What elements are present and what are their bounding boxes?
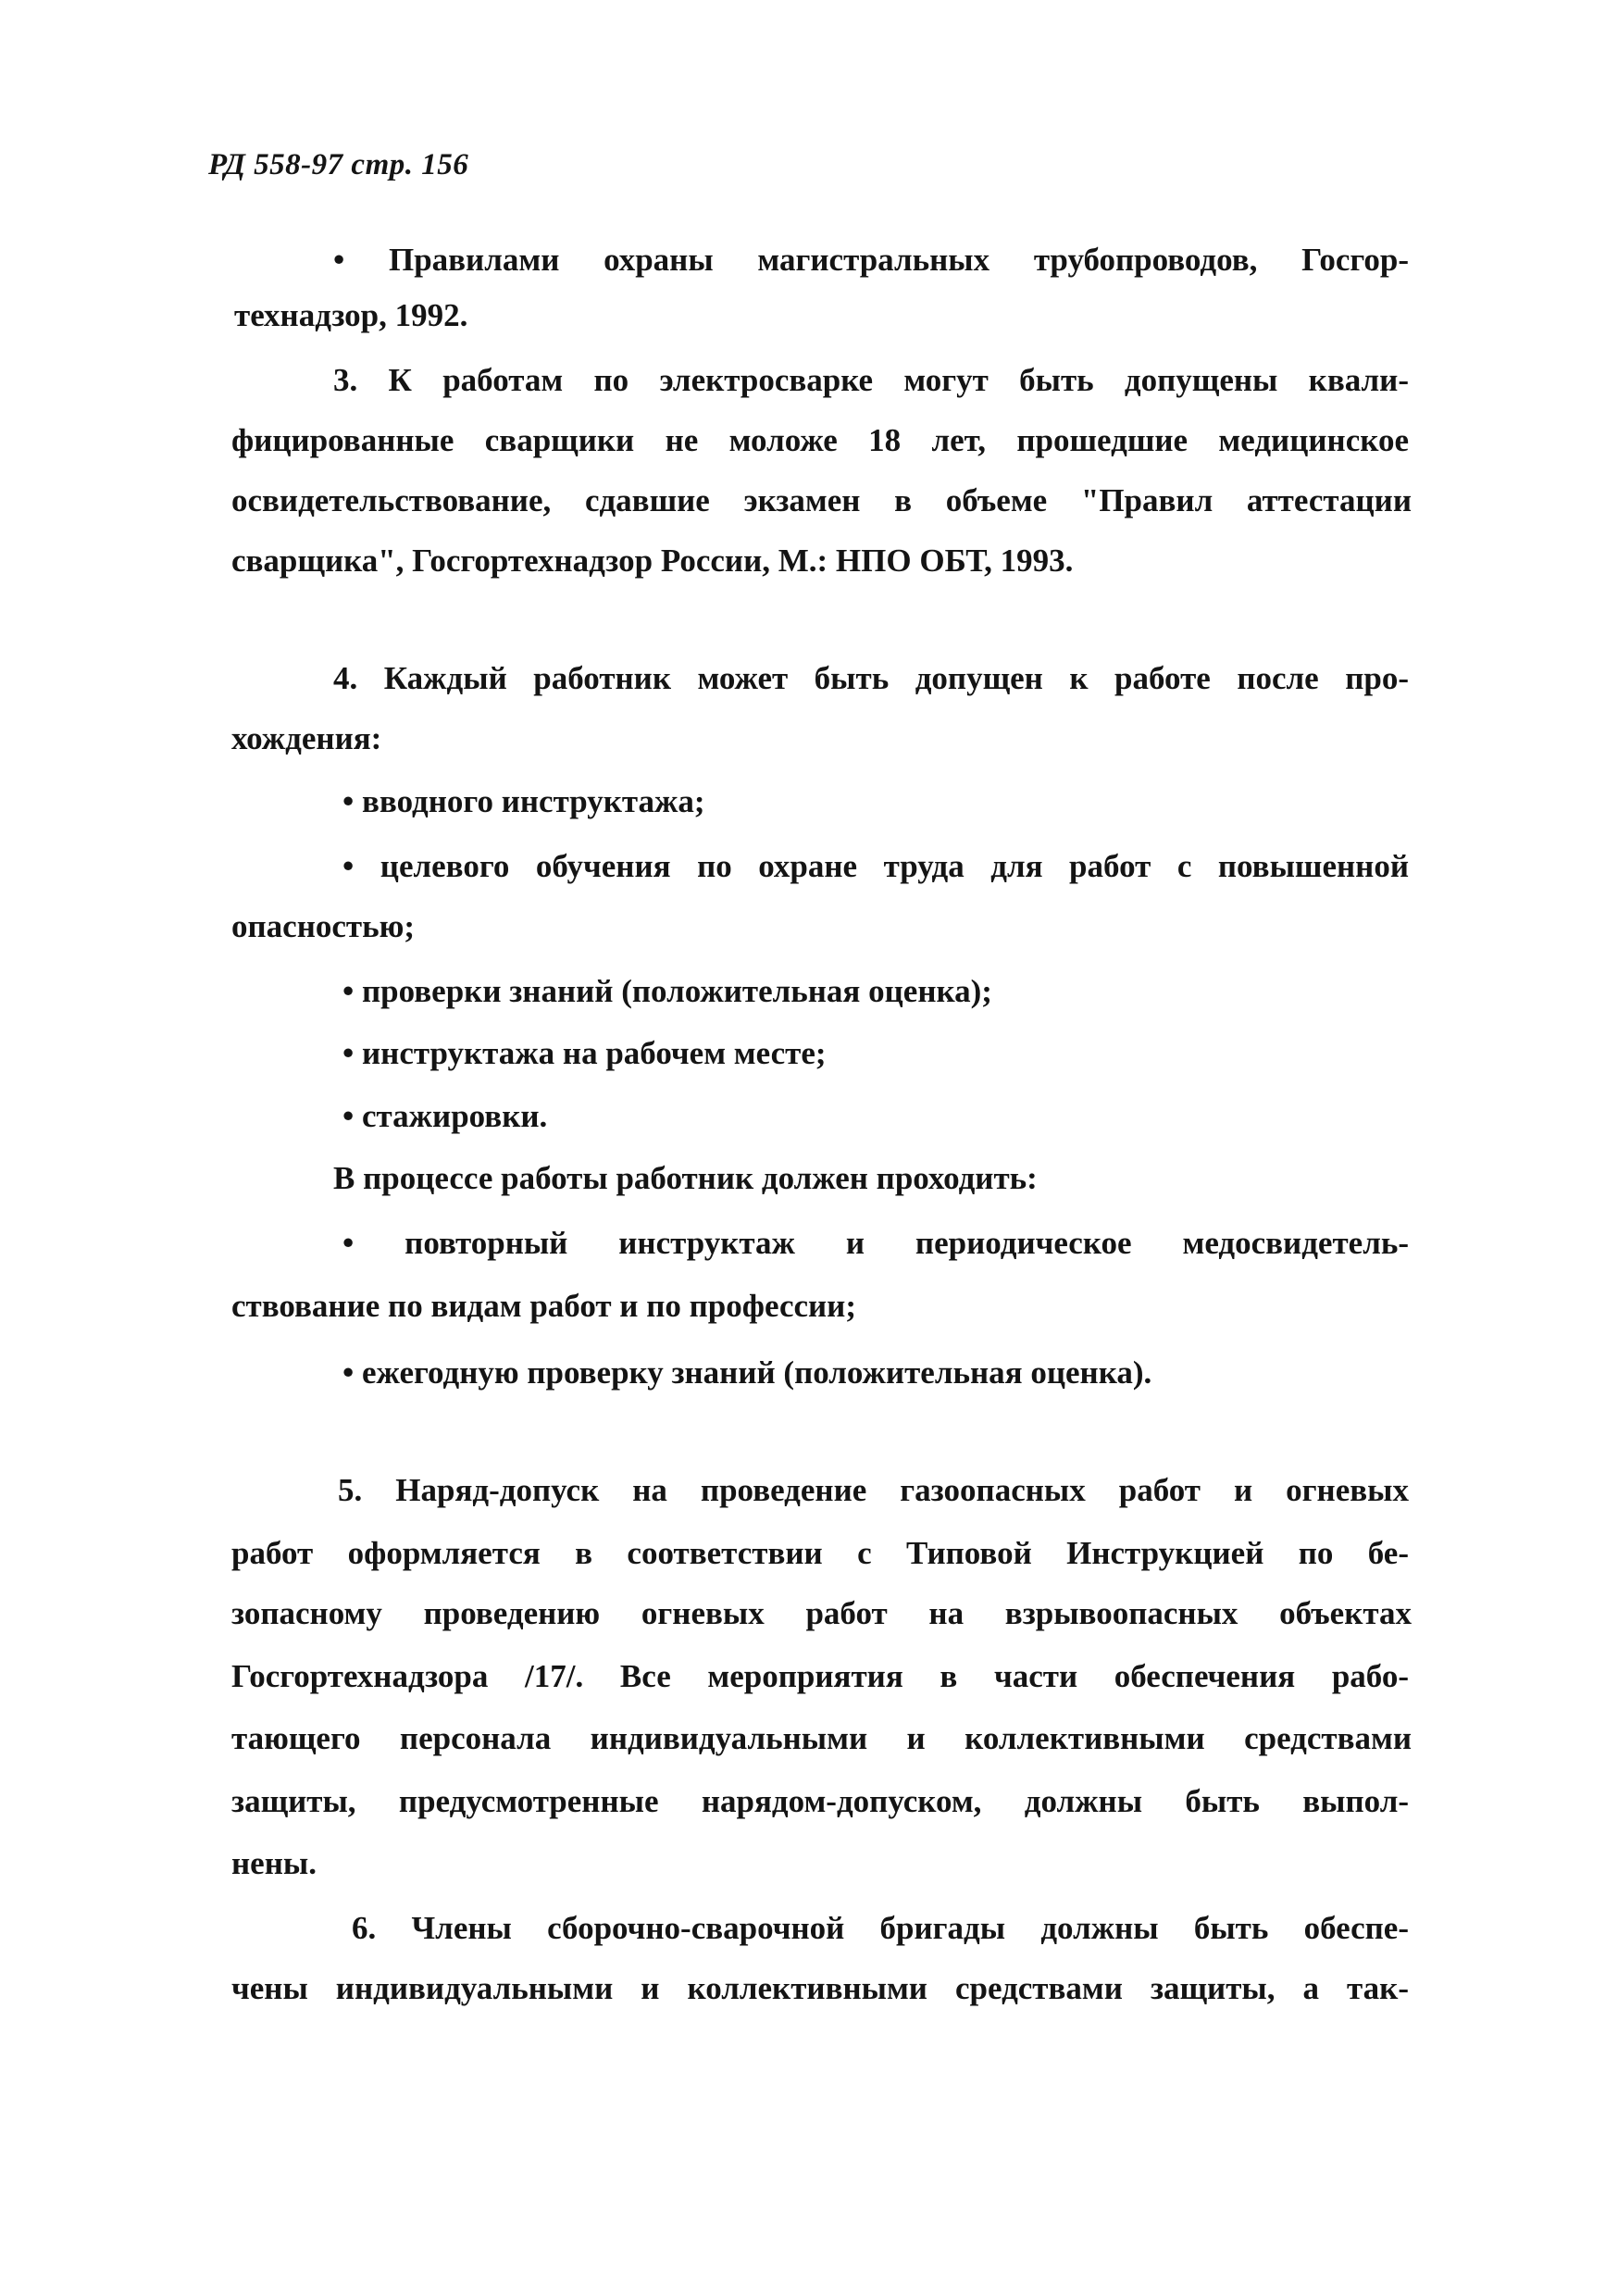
page-header: РД 558-97 стр. 156 [208,148,469,181]
text-line: • ежегодную проверку знаний (положительная оценка). [342,1354,1152,1391]
text-line: тающего персонала индивидуальными и коллективными средствами [231,1720,1412,1756]
text-line: В процессе работы работник должен проходить: [333,1160,1038,1196]
text-line: • проверки знаний (положительная оценка); [342,973,992,1009]
text-line: 3. К работам по электросварке могут быть допущены квали- [333,362,1409,398]
text-line: Госгортехнадзора /17/. Все мероприятия в части обеспечения рабо- [231,1658,1409,1694]
text-line: зопасному проведению огневых работ на взрывоопасных объектах [231,1595,1412,1631]
text-line: • стажировки. [342,1098,548,1134]
text-line: защиты, предусмотренные нарядом-допуском, должны быть выпол- [231,1783,1409,1819]
text-line: фицированные сварщики не моложе 18 лет, прошедшие медицинское [231,422,1409,458]
text-line: • целевого обучения по охране труда для работ с повышенной [342,848,1409,884]
text-line: нены. [231,1845,317,1881]
text-line: хождения: [231,720,382,756]
text-line: • повторный инструктаж и периодическое медосвидетель- [342,1225,1409,1261]
text-line: • инструктажа на рабочем месте; [342,1035,827,1071]
text-line: 4. Каждый работник может быть допущен к работе после про- [333,660,1409,696]
text-line: 6. Члены сборочно-сварочной бригады должны быть обеспе- [352,1910,1409,1946]
text-line: • Правилами охраны магистральных трубопроводов, Госгор- [333,242,1409,278]
text-line: • вводного инструктажа; [342,783,705,819]
text-line: работ оформляется в соответствии с Типовой Инструкцией по бе- [231,1535,1409,1571]
text-line: ствование по видам работ и по профессии; [231,1288,856,1324]
text-line: 5. Наряд-допуск на проведение газоопасных работ и огневых [338,1472,1409,1508]
text-line: чены индивидуальными и коллективными средствами защиты, а так- [231,1970,1409,2006]
text-line: технадзор, 1992. [234,297,468,333]
text-line: опасностью; [231,908,416,944]
text-line: сварщика", Госгортехнадзор России, М.: НПО ОБТ, 1993. [231,543,1074,579]
text-line: освидетельствование, сдавшие экзамен в объеме "Правил аттестации [231,482,1412,518]
